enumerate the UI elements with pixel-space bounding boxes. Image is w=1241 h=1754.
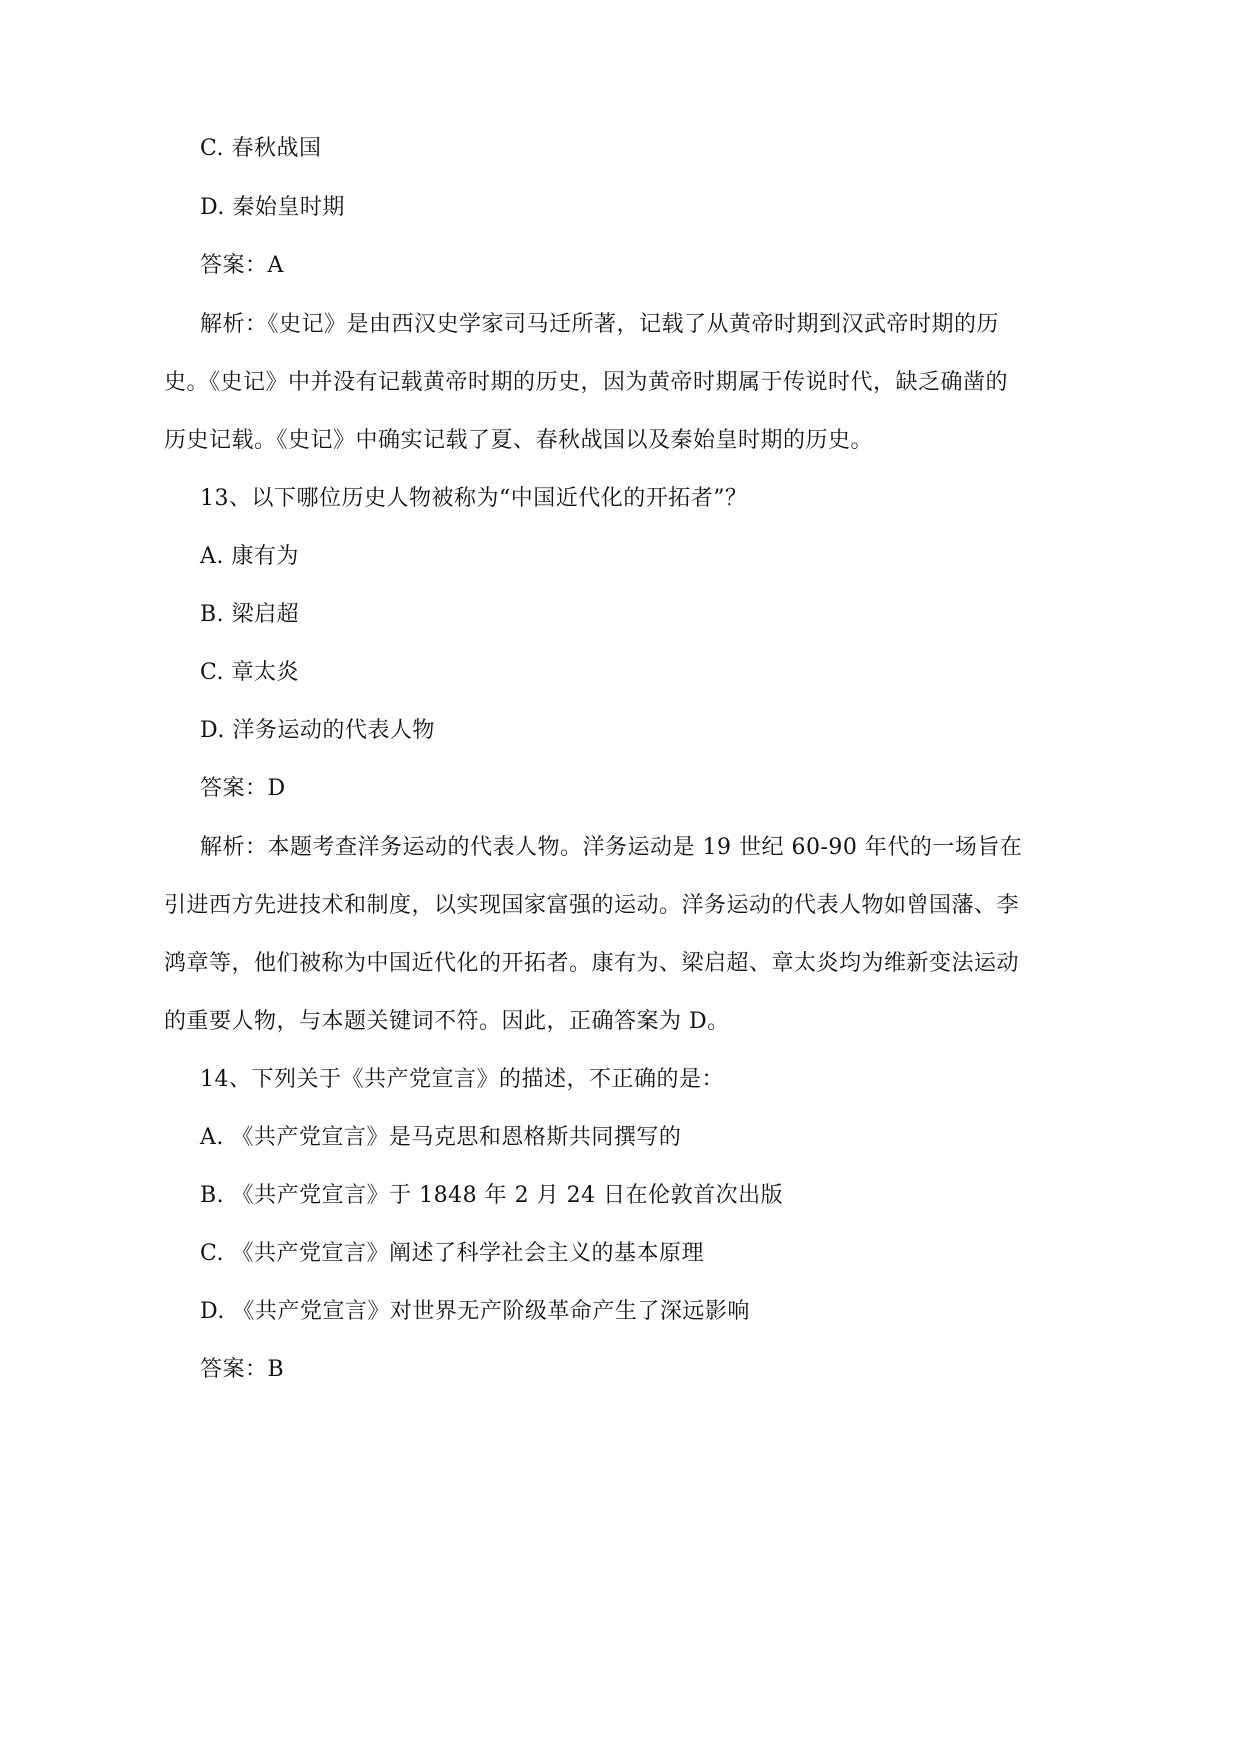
q13-analysis-line-2: 引进西方先进技术和制度，以实现国家富强的运动。洋务运动的代表人物如曾国藩、李 [164,893,1020,918]
q13-option-d: D. 洋务运动的代表人物 [200,718,435,743]
q13-option-b: B. 梁启超 [200,602,300,627]
q13-question: 13、以下哪位历史人物被称为“中国近代化的开拓者”？ [200,486,748,511]
q13-analysis-line-3: 鸿章等，他们被称为中国近代化的开拓者。康有为、梁启超、章太炎均为维新变法运动 [164,951,1020,976]
q14-question: 14、下列关于《共产党宣言》的描述，不正确的是： [200,1067,724,1092]
q14-answer: 答案：B [200,1357,285,1382]
q14-option-c: C. 《共产党宣言》阐述了科学社会主义的基本原理 [200,1241,705,1266]
q12-answer: 答案：A [200,253,284,278]
q14-option-b: B. 《共产党宣言》于 1848 年 2 月 24 日在伦敦首次出版 [200,1183,784,1208]
q13-analysis-line-4: 的重要人物，与本题关键词不符。因此，正确答案为 D。 [164,1009,730,1034]
q13-option-c: C. 章太炎 [200,660,300,685]
q12-analysis-line-2: 史。《史记》中并没有记载黄帝时期的历史，因为黄帝时期属于传说时代，缺乏确凿的 [164,370,1009,395]
q12-analysis-line-1: 解析：《史记》是由西汉史学家司马迁所著，记载了从黄帝时期到汉武帝时期的历 [200,312,1000,337]
q12-option-d: D. 秦始皇时期 [200,195,345,220]
q13-analysis-line-1: 解析：本题考查洋务运动的代表人物。洋务运动是 19 世纪 60-90 年代的一场旨在 [200,835,1023,860]
q13-option-a: A. 康有为 [200,544,299,569]
q14-option-a: A. 《共产党宣言》是马克思和恩格斯共同撰写的 [200,1125,682,1150]
q12-analysis-line-3: 历史记载。《史记》中确实记载了夏、春秋战国以及秦始皇时期的历史。 [164,428,874,453]
q14-option-d: D. 《共产党宣言》对世界无产阶级革命产生了深远影响 [200,1299,750,1324]
q12-option-c: C. 春秋战国 [200,136,322,161]
q13-answer: 答案：D [200,776,286,801]
